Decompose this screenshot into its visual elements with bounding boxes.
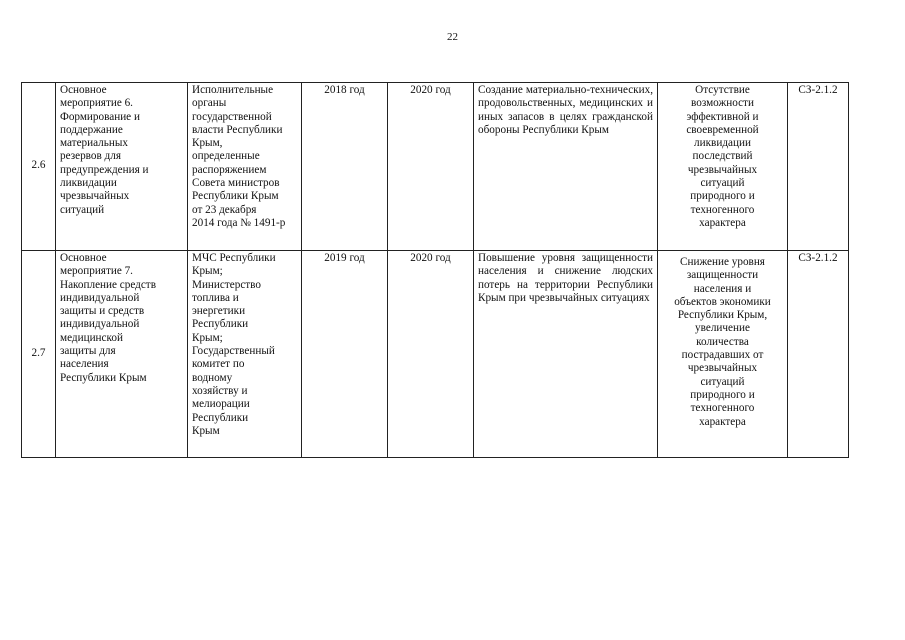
end-year: 2020 год: [388, 83, 474, 251]
measure-name: Основное мероприятие 6. Формирование и поддержание материальных резервов для предупреждения и ликвидации чрезвычайных ситуаций: [56, 83, 188, 251]
measure-name: Основное мероприятие 7. Накопление средств индивидуальной защиты и средств индивидуальной медицинской защиты для населения Республики Крым: [56, 251, 188, 458]
indicator-code: СЗ-2.1.2: [788, 83, 849, 251]
table-row: [22, 83, 849, 251]
executor: МЧС Республики Крым; Министерство топлива и энергетики Республики Крым; Государственный комитет по водному хозяйству и мелиорации Республики Крым: [188, 251, 302, 458]
end-year: 2020 год: [388, 251, 474, 458]
row-number: 2.7: [22, 251, 56, 458]
consequences: Снижение уровня защищенности населения и объектов экономики Республики Крым, увеличение количества пострадавших от чрезвычайных ситуаций природного и техногенного характера: [658, 251, 788, 458]
row-number: 2.6: [22, 83, 56, 251]
consequences: Отсутствие возможности эффективной и своевременной ликвидации последствий чрезвычайных ситуаций природного и техногенного характера: [658, 83, 788, 251]
expected-result: Повышение уровня защищенности населения и снижение людских потерь на территории Республики Крым при чрезвычайных ситуациях: [474, 251, 658, 458]
table-row: [22, 251, 849, 458]
indicator-code: СЗ-2.1.2: [788, 251, 849, 458]
start-year: 2019 год: [302, 251, 388, 458]
executor: Исполнительные органы государственной власти Республики Крым, определенные распоряжением Совета министров Республики Крым от 23 декабря 2014 года № 1491-р: [188, 83, 302, 251]
measures-table: [21, 82, 849, 458]
start-year: 2018 год: [302, 83, 388, 251]
page-number: 22: [447, 31, 458, 43]
expected-result: Создание материально-технических, продовольственных, медицинских и иных запасов в целях гражданской обороны Республики Крым: [474, 83, 658, 251]
